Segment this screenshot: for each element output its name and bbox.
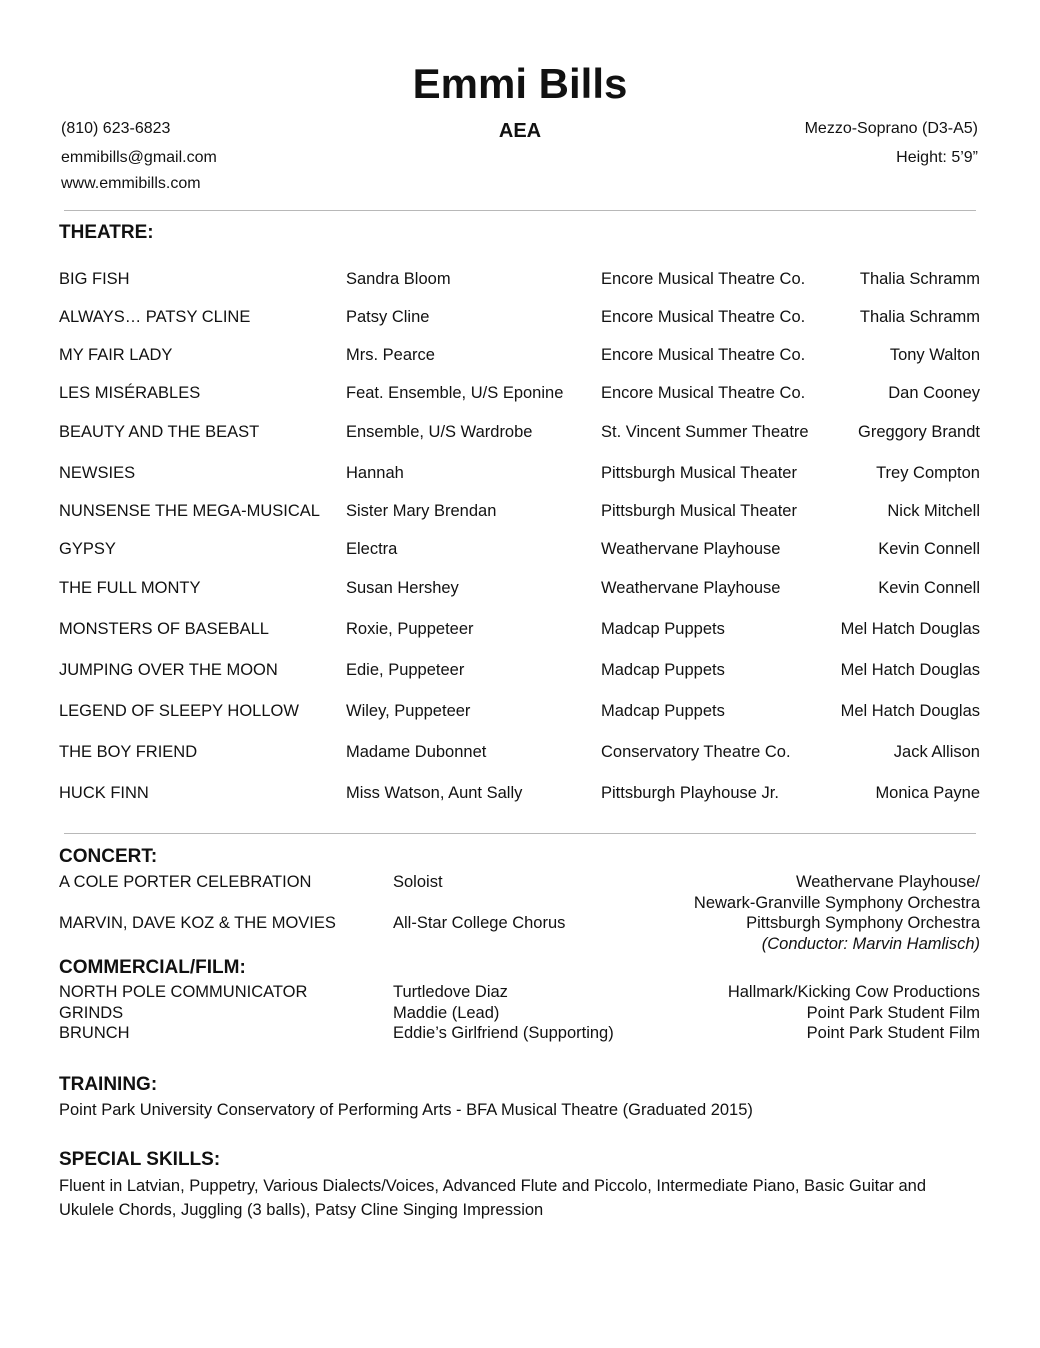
company: Encore Musical Theatre Co. — [601, 346, 806, 364]
director: Thalia Schramm — [859, 308, 980, 326]
show-title: MONSTERS OF BASEBALL — [59, 620, 269, 638]
company: Pittsburgh Musical Theater — [601, 464, 797, 482]
resume-name: Emmi Bills — [412, 60, 628, 107]
training-heading: TRAINING: — [59, 1074, 158, 1095]
theatre-heading: THEATRE: — [59, 222, 154, 243]
concert-venue: Pittsburgh Symphony Orchestra — [746, 914, 980, 932]
concert-title: MARVIN, DAVE KOZ & THE MOVIES — [59, 914, 336, 932]
company: Conservatory Theatre Co. — [601, 743, 791, 761]
film-title: BRUNCH — [59, 1024, 130, 1042]
film-production: Point Park Student Film — [806, 1004, 980, 1022]
email-address[interactable]: emmibills@gmail.com — [61, 149, 217, 166]
role: Patsy Cline — [346, 308, 430, 326]
film-heading: COMMERCIAL/FILM: — [59, 957, 246, 978]
role: Electra — [346, 540, 398, 558]
role: Feat. Ensemble, U/S Eponine — [346, 384, 564, 402]
director: Nick Mitchell — [887, 502, 980, 520]
director: Thalia Schramm — [859, 270, 980, 288]
training-text: Point Park University Conservatory of Performing Arts - BFA Musical Theatre (Graduated 2015) — [59, 1101, 753, 1119]
voice-type: Mezzo-Soprano (D3-A5) — [804, 120, 978, 137]
company: Encore Musical Theatre Co. — [601, 308, 806, 326]
union-status: AEA — [498, 120, 542, 142]
phone-number: (810) 623-6823 — [61, 120, 171, 137]
concert-role: All-Star College Chorus — [393, 914, 566, 932]
company: St. Vincent Summer Theatre — [601, 423, 809, 441]
skills-heading: SPECIAL SKILLS: — [59, 1149, 221, 1170]
company: Encore Musical Theatre Co. — [601, 384, 806, 402]
show-title: GYPSY — [59, 540, 116, 558]
concert-role: Soloist — [393, 873, 443, 891]
conductor-note: (Conductor: Marvin Hamlisch) — [761, 935, 980, 953]
divider — [64, 210, 976, 211]
height: Height: 5’9” — [896, 149, 978, 166]
company: Encore Musical Theatre Co. — [601, 270, 806, 288]
director: Mel Hatch Douglas — [840, 620, 980, 638]
role: Miss Watson, Aunt Sally — [346, 784, 523, 802]
film-role: Maddie (Lead) — [393, 1004, 500, 1022]
role: Sandra Bloom — [346, 270, 451, 288]
director: Tony Walton — [889, 346, 980, 364]
show-title: LEGEND OF SLEEPY HOLLOW — [59, 702, 299, 720]
show-title: BEAUTY AND THE BEAST — [59, 423, 260, 441]
show-title: MY FAIR LADY — [59, 346, 173, 364]
film-role: Eddie’s Girlfriend (Supporting) — [393, 1024, 614, 1042]
show-title: HUCK FINN — [59, 784, 149, 802]
skills-text: Fluent in Latvian, Puppetry, Various Dialects/Voices, Advanced Flute and Piccolo, Intermediate Piano, Basic Guitar and Ukulele Chords, Juggling (3 balls), Patsy Cline Singing Impression — [59, 1177, 927, 1219]
director: Trey Compton — [876, 464, 980, 482]
concert-venue: Weathervane Playhouse/ — [795, 873, 980, 891]
director: Mel Hatch Douglas — [840, 661, 980, 679]
role: Sister Mary Brendan — [346, 502, 497, 520]
company: Weathervane Playhouse — [601, 540, 781, 558]
role: Ensemble, U/S Wardrobe — [346, 423, 533, 441]
film-production: Hallmark/Kicking Cow Productions — [727, 983, 980, 1001]
director: Dan Cooney — [888, 384, 980, 402]
director: Monica Payne — [875, 784, 980, 802]
show-title: NUNSENSE THE MEGA-MUSICAL — [59, 502, 320, 520]
film-title: GRINDS — [59, 1004, 124, 1022]
show-title: LES MISÉRABLES — [59, 384, 201, 402]
film-title: NORTH POLE COMMUNICATOR — [59, 983, 308, 1001]
show-title: THE BOY FRIEND — [59, 743, 198, 761]
company: Weathervane Playhouse — [601, 579, 781, 597]
show-title: ALWAYS… PATSY CLINE — [59, 308, 251, 326]
director: Greggory Brandt — [858, 423, 980, 441]
director: Kevin Connell — [878, 540, 980, 558]
company: Madcap Puppets — [601, 620, 725, 638]
show-title: NEWSIES — [59, 464, 136, 482]
film-production: Point Park Student Film — [806, 1024, 980, 1042]
role: Susan Hershey — [346, 579, 459, 597]
show-title: BIG FISH — [59, 270, 130, 288]
show-title: THE FULL MONTY — [59, 579, 201, 597]
company: Madcap Puppets — [601, 702, 725, 720]
role: Edie, Puppeteer — [346, 661, 465, 679]
divider — [64, 833, 976, 834]
company: Pittsburgh Playhouse Jr. — [601, 784, 779, 802]
show-title: JUMPING OVER THE MOON — [59, 661, 278, 679]
director: Mel Hatch Douglas — [840, 702, 980, 720]
website-link[interactable]: www.emmibills.com — [61, 175, 201, 192]
role: Hannah — [346, 464, 404, 482]
concert-title: A COLE PORTER CELEBRATION — [59, 873, 312, 891]
role: Roxie, Puppeteer — [346, 620, 474, 638]
role: Madame Dubonnet — [346, 743, 487, 761]
role: Wiley, Puppeteer — [346, 702, 471, 720]
company: Pittsburgh Musical Theater — [601, 502, 797, 520]
company: Madcap Puppets — [601, 661, 725, 679]
concert-venue: Newark-Granville Symphony Orchestra — [693, 894, 980, 912]
film-role: Turtledove Diaz — [393, 983, 508, 1001]
director: Jack Allison — [893, 743, 980, 761]
concert-heading: CONCERT: — [59, 846, 158, 867]
role: Mrs. Pearce — [346, 346, 435, 364]
director: Kevin Connell — [878, 579, 980, 597]
